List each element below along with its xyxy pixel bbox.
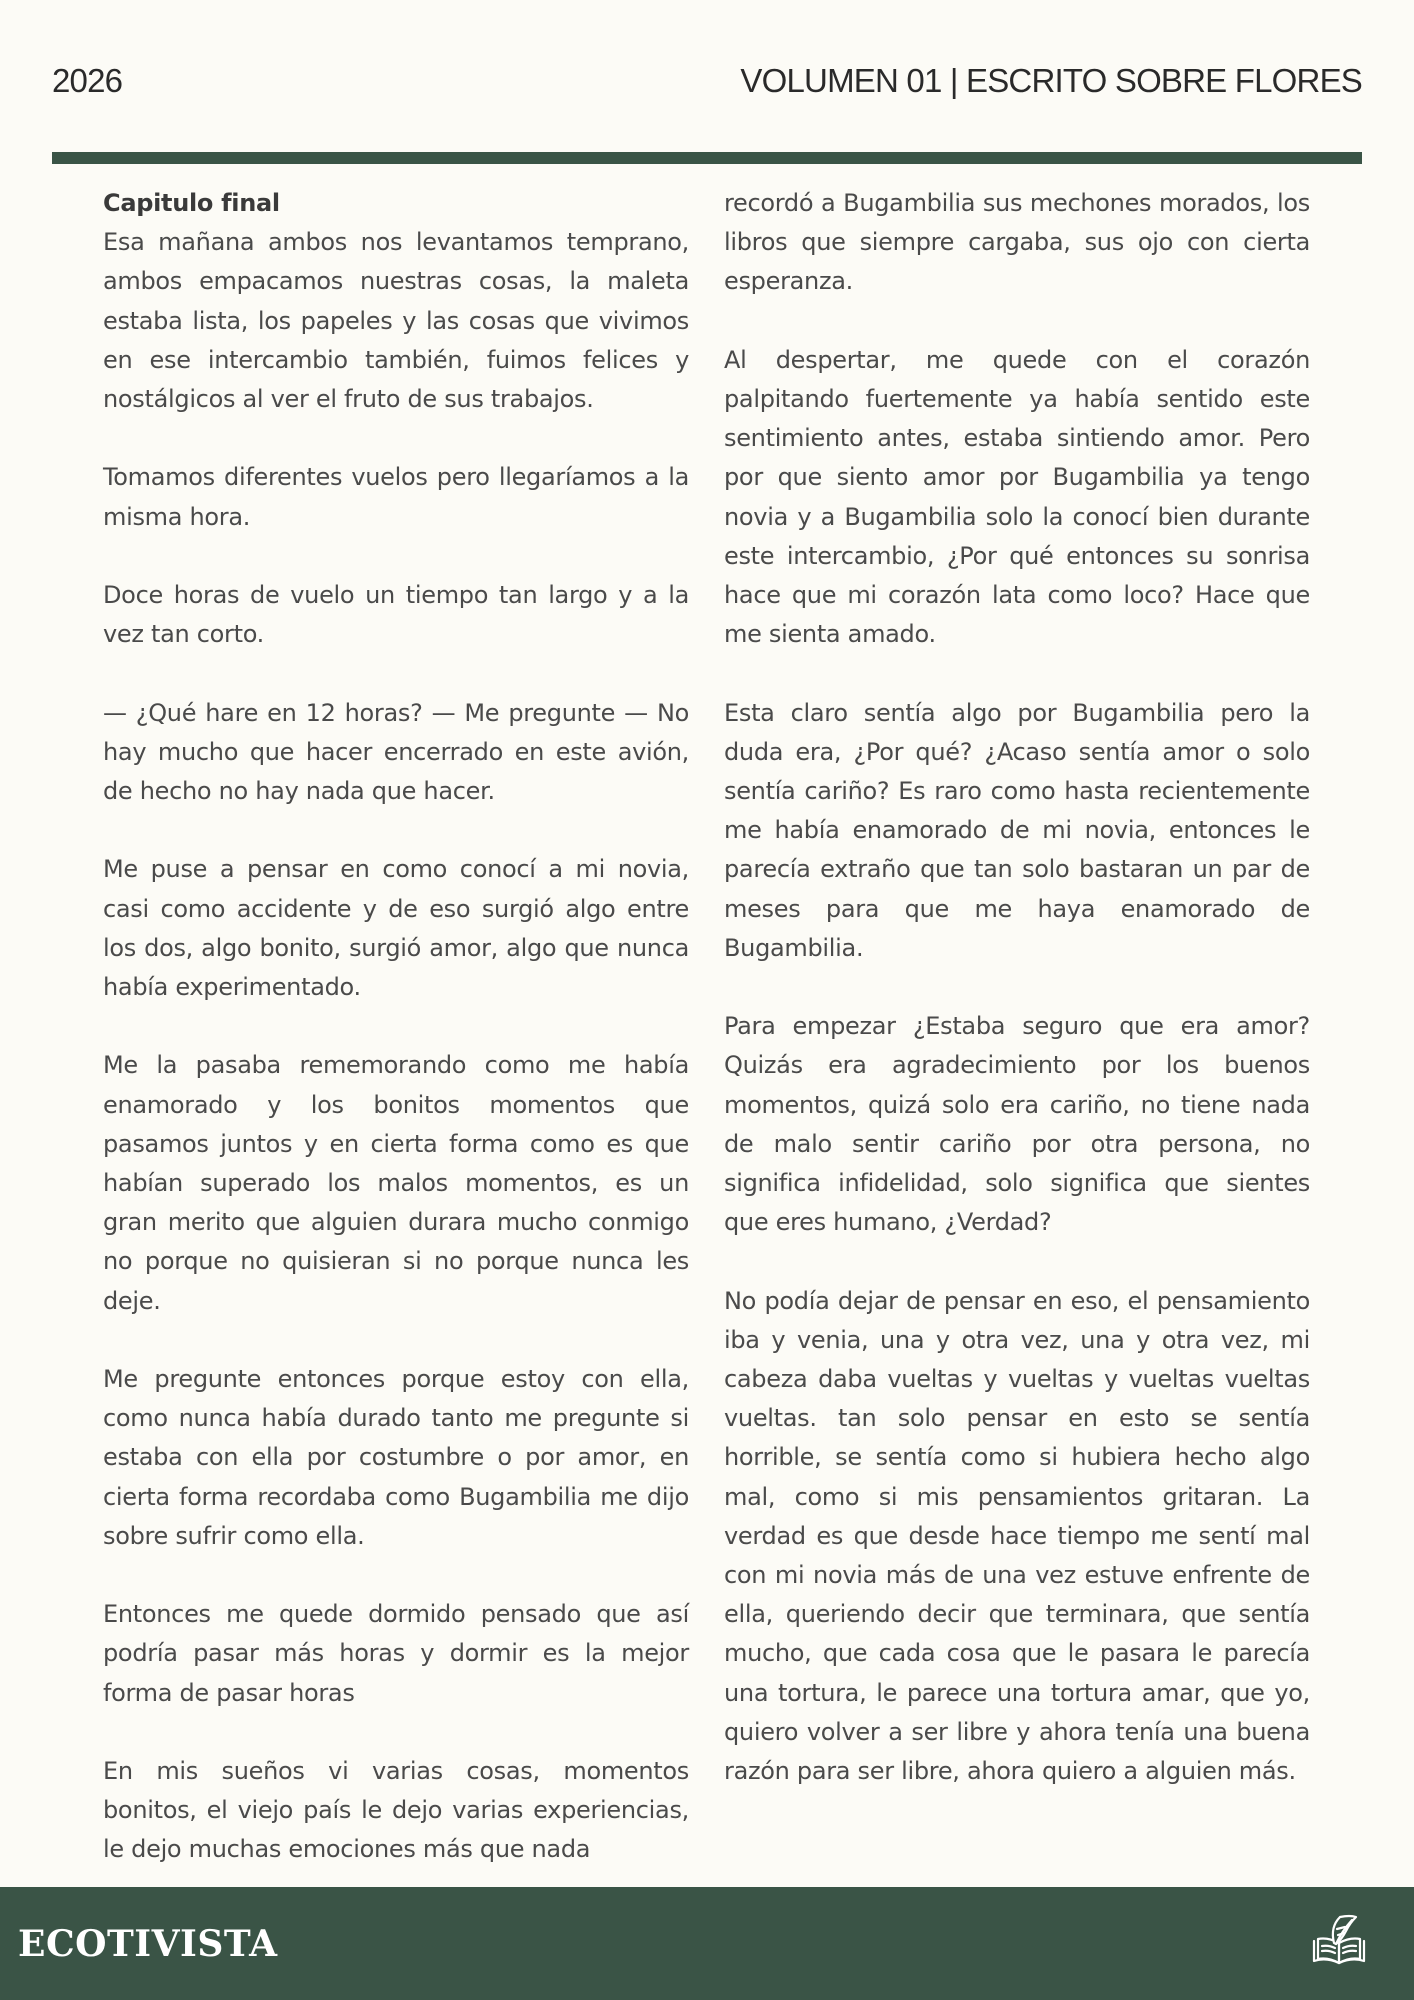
left-column: [103, 184, 689, 1909]
page-footer: [0, 1887, 1414, 2000]
paragraph: Me pregunte entonces porque estoy con ella, como nunca había durado tanto me pregunte si estaba con ella por costumbre o por amor, en cierta forma recordaba como Bugambilia me dijo sobre sufrir como ella.: [103, 1365, 689, 1550]
paragraph: Esa mañana ambos nos levantamos temprano, ambos empacamos nuestras cosas, la maleta estaba lista, los papeles y las cosas que vivimos en ese intercambio también, fuimos felices y nostálgicos al ver el fruto de sus trabajos.: [103, 228, 689, 414]
brand-name: ECOTIVISTA: [18, 1923, 278, 1965]
paragraph: No podía dejar de pensar en eso, el pensamiento iba y venia, una y otra vez, una y otra vez, mi cabeza daba vueltas y vueltas y vueltas vueltas vueltas. tan solo pensar en esto se sentía horrible, se sentía como si hubiera hecho algo mal, como si mis pensamientos gritaran. La verdad es que desde hace tiempo me sentí mal con mi novia más de una vez estuve enfrente de ella, queriendo decir que terminara, que sentía mucho, que cada cosa que le pasara le parecía una tortura, le parece una tortura amar, que yo, quiero volver a ser libre y ahora tenía una buena razón para ser libre, ahora quiero a alguien más.: [724, 1286, 1310, 1786]
paragraph: En mis sueños vi varias cosas, momentos bonitos, el viejo país le dejo varias experiencias, le dejo muchas emociones más que nada: [103, 1757, 689, 1864]
paragraph: Entonces me quede dormido pensado que así podría pasar más horas y dormir es la mejor forma de pasar horas: [103, 1600, 689, 1707]
paragraph: recordó a Bugambilia sus mechones morados, los libros que siempre cargaba, sus ojo con cierta esperanza.: [724, 189, 1310, 296]
book-quill-icon: [1310, 1913, 1368, 1971]
paragraph: Me puse a pensar en como conocí a mi novia, casi como accidente y de eso surgió algo entre los dos, algo bonito, surgió amor, algo que nunca había experimentado.: [103, 855, 689, 1001]
paragraph: Tomamos diferentes vuelos pero llegaríamos a la misma hora.: [103, 463, 689, 531]
paragraph: Esta claro sentía algo por Bugambilia pero la duda era, ¿Por qué? ¿Acaso sentía amor o solo sentía cariño? Es raro como hasta recientemente me había enamorado de mi novia, entonces le parecía extraño que tan solo bastaran un par de meses para que me haya enamorado de Bugambilia.: [724, 698, 1310, 962]
header-volume-title: VOLUMEN 01 | ESCRITO SOBRE FLORES: [740, 62, 1362, 99]
paragraph: Al despertar, me quede con el corazón palpitando fuertemente ya había sentido este sentimiento antes, estaba sintiendo amor. Pero por que siento amor por Bugambilia ya tengo novia y a Bugambilia solo la conocí bien durante este intercambio, ¿Por qué entonces su sonrisa hace que mi corazón lata como loco? Hace que me sienta amado.: [724, 345, 1310, 649]
chapter-title: Capitulo final: [103, 189, 280, 217]
paragraph: — ¿Qué hare en 12 horas? — Me pregunte — No hay mucho que hacer encerrado en este avión, de hecho no hay nada que hacer.: [103, 698, 689, 805]
page-header: [52, 62, 1362, 106]
paragraph: Para empezar ¿Estaba seguro que era amor? Quizás era agradecimiento por los buenos momentos, quizá solo era cariño, no tiene nada de malo sentir cariño por otra persona, no significa infidelidad, solo significa que sientes que eres humano, ¿Verdad?: [724, 1012, 1310, 1237]
paragraph: Doce horas de vuelo un tiempo tan largo y a la vez tan corto.: [103, 581, 689, 649]
header-year: 2026: [52, 62, 123, 99]
paragraph: Me la pasaba rememorando como me había enamorado y los bonitos momentos que pasamos juntos y en cierta forma como es que habían superado los malos momentos, es un gran merito que alguien durara mucho conmigo no porque no quisieran si no porque nunca les deje.: [103, 1051, 689, 1315]
header-divider: [52, 152, 1362, 164]
right-column: [724, 184, 1310, 1830]
